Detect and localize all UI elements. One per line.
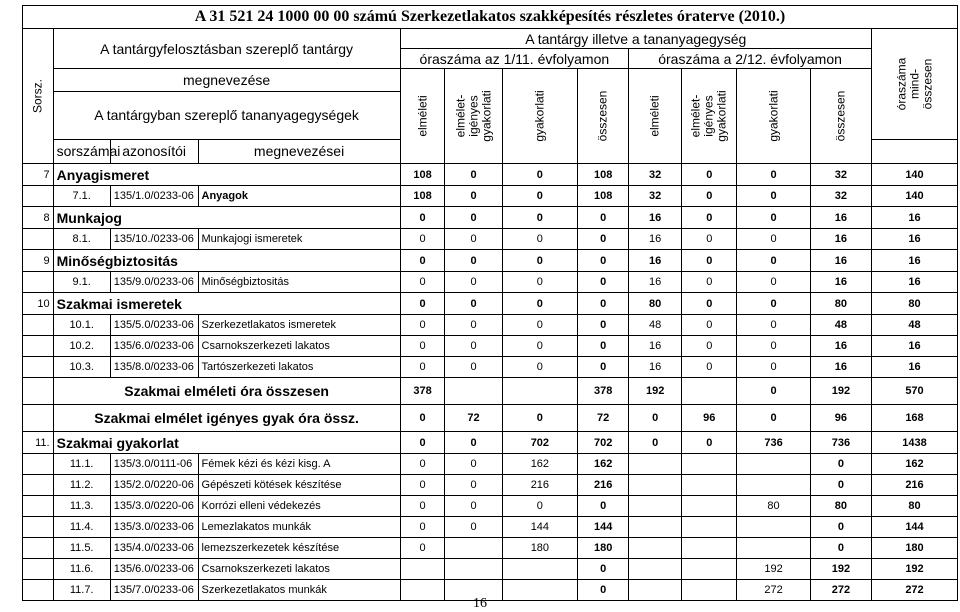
value-cell: 0 [737,250,810,272]
value-cell: 0 [445,250,502,272]
value-cell: 0 [578,207,629,229]
value-cell: 0 [502,315,578,336]
unit-name: Anyagok [198,186,400,207]
summary-row [23,405,958,432]
value-cell: 0 [578,229,629,250]
value-cell: 162 [578,454,629,475]
value-cell [502,378,578,405]
tantargy-header: A tantárgyfelosztásban szereplő tantárgy [53,29,400,69]
unit-azonosito: 135/3.0/0220-06 [110,496,198,517]
value-cell: 192 [872,559,958,580]
value-cell: 0 [578,580,629,601]
value-cell: 702 [578,432,629,454]
value-cell: 16 [872,250,958,272]
value-cell: 16 [810,357,871,378]
summary-label: Szakmai elméleti óra összesen [53,378,400,405]
unit-name: Csarnokszerkezeti lakatos [198,559,400,580]
value-cell: 378 [400,378,445,405]
value-cell: 0 [400,475,445,496]
table-row [23,496,958,517]
value-cell: 0 [578,250,629,272]
value-cell [629,559,682,580]
value-cell: 0 [737,357,810,378]
value-cell: 80 [810,496,871,517]
unit-sorsz: 11.3. [53,496,110,517]
section-row [23,164,958,186]
unit-sorsz: 8.1. [53,229,110,250]
empty-cell [23,475,54,496]
value-cell: 80 [872,293,958,315]
value-cell: 0 [445,336,502,357]
value-cell: 108 [400,164,445,186]
value-cell: 180 [502,538,578,559]
value-cell [682,475,737,496]
section-row [23,207,958,229]
value-cell: 570 [872,378,958,405]
value-cell: 378 [578,378,629,405]
empty-cell [23,405,54,432]
value-cell: 162 [872,454,958,475]
value-cell: 0 [737,336,810,357]
value-cell: 0 [629,432,682,454]
value-cell: 0 [502,272,578,293]
unit-name: Szerkezetlakatos munkák [198,580,400,601]
value-cell: 108 [578,186,629,207]
unit-azonosito: 135/7.0/0233-06 [110,580,198,601]
table-row [23,538,958,559]
value-cell: 48 [810,315,871,336]
unit-name: lemezszerkezetek készítése [198,538,400,559]
value-cell: 144 [578,517,629,538]
value-cell: 140 [872,186,958,207]
unit-azonosito: 135/3.0/0233-06 [110,517,198,538]
value-cell: 192 [810,559,871,580]
value-cell [445,378,502,405]
value-cell: 0 [400,272,445,293]
col-elmelet-igenyes-2: elmélet-igényes gyakorlati [682,69,737,164]
value-cell: 180 [578,538,629,559]
megnevezese-label: megnevezése [53,69,400,92]
tananyag-header: A tantárgyban szereplő tananyagegységek [53,92,400,140]
value-cell: 0 [737,186,810,207]
value-cell: 80 [629,293,682,315]
unit-azonosito: 135/2.0/0220-06 [110,475,198,496]
value-cell: 736 [737,432,810,454]
value-cell: 216 [502,475,578,496]
value-cell: 0 [682,272,737,293]
value-cell: 168 [872,405,958,432]
empty-cell [23,229,54,250]
value-cell: 48 [629,315,682,336]
value-cell: 0 [445,454,502,475]
value-cell: 32 [629,164,682,186]
value-cell: 0 [737,315,810,336]
value-cell: 736 [810,432,871,454]
col-elmeleti-2: elméleti [629,69,682,164]
value-cell [629,454,682,475]
value-cell [682,378,737,405]
unit-azonosito: 135/6.0/0233-06 [110,559,198,580]
value-cell: 0 [445,207,502,229]
value-cell: 192 [737,559,810,580]
value-cell: 0 [682,229,737,250]
value-cell: 16 [810,229,871,250]
value-cell: 180 [872,538,958,559]
value-cell: 0 [400,496,445,517]
unit-name: Korrózi elleni védekezés [198,496,400,517]
sorsz-header: Sorsz. [23,29,54,164]
value-cell [737,475,810,496]
value-cell: 0 [400,432,445,454]
value-cell: 0 [445,517,502,538]
empty-cell [23,336,54,357]
unit-name: Minőségbiztositás [198,272,400,293]
unit-azonosito: 135/4.0/0233-06 [110,538,198,559]
value-cell [682,559,737,580]
value-cell: 32 [810,164,871,186]
unit-sorsz: 11.5. [53,538,110,559]
value-cell: 0 [682,357,737,378]
section-row [23,293,958,315]
section-row [23,432,958,454]
section-name: Minőségbiztositás [53,250,400,272]
value-cell: 72 [578,405,629,432]
value-cell: 0 [445,432,502,454]
value-cell: 0 [400,357,445,378]
unit-sorsz: 10.3. [53,357,110,378]
value-cell: 0 [682,207,737,229]
value-cell: 0 [737,272,810,293]
section-number: 7 [23,164,54,186]
value-cell: 144 [872,517,958,538]
value-cell [502,559,578,580]
col-gyakorlati-1: gyakorlati [502,69,578,164]
megnevezesei-label: megnevezései [198,139,400,163]
value-cell: 0 [445,272,502,293]
unit-sorsz: 9.1. [53,272,110,293]
value-cell: 0 [737,405,810,432]
value-cell: 0 [578,496,629,517]
table-row [23,336,958,357]
value-cell: 192 [810,378,871,405]
value-cell: 16 [810,250,871,272]
document-title: A 31 521 24 1000 00 00 számú Szerkezetlakatos szakképesítés részletes óraterve (2010.) [23,6,958,29]
value-cell: 16 [810,336,871,357]
table-row [23,357,958,378]
unit-name: Munkajogi ismeretek [198,229,400,250]
year1-header: óraszáma az 1/11. évfolyamon [400,49,629,69]
value-cell: 0 [578,293,629,315]
unit-name: Szerkezetlakatos ismeretek [198,315,400,336]
value-cell: 16 [872,357,958,378]
value-cell: 0 [629,405,682,432]
unit-name: Gépészeti kötések készítése [198,475,400,496]
empty-cell [23,186,54,207]
empty-cell [23,357,54,378]
value-cell: 108 [578,164,629,186]
value-cell: 0 [502,186,578,207]
value-cell: 0 [400,405,445,432]
unit-azonosito: 135/1.0/0233-06 [110,186,198,207]
value-cell: 16 [629,250,682,272]
value-cell: 0 [810,517,871,538]
value-cell: 0 [502,293,578,315]
col-osszesen-2: összesen [810,69,871,164]
value-cell [629,517,682,538]
value-cell: 48 [872,315,958,336]
unit-sorsz: 10.2. [53,336,110,357]
value-cell: 0 [400,517,445,538]
value-cell: 0 [737,207,810,229]
unit-sorsz: 11.1. [53,454,110,475]
value-cell: 0 [682,164,737,186]
value-cell: 0 [737,378,810,405]
value-cell: 0 [445,496,502,517]
table-row [23,315,958,336]
value-cell: 216 [872,475,958,496]
value-cell: 0 [737,293,810,315]
section-name: Anyagismeret [53,164,400,186]
value-cell: 1438 [872,432,958,454]
document [22,5,958,601]
section-name: Munkajog [53,207,400,229]
col-total-header: óraszáma mind-összesen [872,29,958,140]
value-cell: 0 [682,293,737,315]
value-cell: 0 [578,357,629,378]
value-cell: 16 [629,272,682,293]
section-name: Szakmai gyakorlat [53,432,400,454]
unit-sorsz: 11.7. [53,580,110,601]
col-elmeleti-1: elméleti [400,69,445,164]
value-cell: 16 [872,336,958,357]
unit-sorsz: 7.1. [53,186,110,207]
value-cell: 0 [445,293,502,315]
value-cell [682,496,737,517]
value-cell: 72 [445,405,502,432]
value-cell: 272 [810,580,871,601]
value-cell: 0 [400,250,445,272]
value-cell: 0 [502,357,578,378]
value-cell: 0 [737,229,810,250]
unit-azonosito: 135/5.0/0233-06 [110,315,198,336]
value-cell: 96 [810,405,871,432]
value-cell: 80 [810,293,871,315]
value-cell: 0 [578,272,629,293]
unit-sorsz: 11.6. [53,559,110,580]
table-row [23,475,958,496]
unit-sorsz: 11.2. [53,475,110,496]
section-number: 8 [23,207,54,229]
value-cell: 0 [445,164,502,186]
value-cell: 16 [872,272,958,293]
table-row [23,272,958,293]
value-cell: 0 [400,207,445,229]
table-row [23,517,958,538]
value-cell: 0 [400,293,445,315]
value-cell: 140 [872,164,958,186]
value-cell: 0 [810,454,871,475]
empty-cell [23,517,54,538]
value-cell [737,517,810,538]
value-cell: 16 [810,207,871,229]
section-row [23,250,958,272]
value-cell [682,454,737,475]
value-cell: 80 [737,496,810,517]
value-cell: 0 [578,336,629,357]
curriculum-table [22,5,958,601]
value-cell [400,559,445,580]
empty-cell [23,272,54,293]
value-cell: 0 [502,336,578,357]
value-cell: 0 [502,405,578,432]
col-osszesen-1: összesen [578,69,629,164]
value-cell: 0 [502,496,578,517]
value-cell [629,475,682,496]
value-cell: 0 [810,475,871,496]
table-row [23,559,958,580]
value-cell: 216 [578,475,629,496]
table-row [23,186,958,207]
value-cell [445,559,502,580]
value-cell [682,538,737,559]
group-header: A tantárgy illetve a tananyagegység [400,29,871,49]
summary-label: Szakmai elmélet igényes gyak óra össz. [53,405,400,432]
unit-azonosito: 135/6.0/0233-06 [110,336,198,357]
value-cell: 0 [400,538,445,559]
section-number: 11. [23,432,54,454]
value-cell: 702 [502,432,578,454]
value-cell: 16 [872,229,958,250]
value-cell [445,538,502,559]
value-cell [682,517,737,538]
value-cell: 0 [682,336,737,357]
azonositoi-label: azonosítói [110,139,198,163]
value-cell: 0 [682,186,737,207]
unit-azonosito: 135/8.0/0233-06 [110,357,198,378]
value-cell: 0 [502,229,578,250]
unit-sorsz: 11.4. [53,517,110,538]
value-cell: 0 [400,315,445,336]
unit-azonosito: 135/9.0/0233-06 [110,272,198,293]
unit-sorsz: 10.1. [53,315,110,336]
empty-cell [23,315,54,336]
value-cell: 0 [502,207,578,229]
value-cell: 16 [629,336,682,357]
value-cell [737,454,810,475]
value-cell [629,496,682,517]
value-cell: 272 [872,580,958,601]
section-number: 9 [23,250,54,272]
empty-cell [23,538,54,559]
value-cell: 0 [578,559,629,580]
unit-name: Fémek kézi és kézi kisg. A [198,454,400,475]
value-cell: 272 [737,580,810,601]
value-cell: 0 [682,250,737,272]
value-cell [629,538,682,559]
value-cell: 16 [629,229,682,250]
value-cell: 0 [682,432,737,454]
value-cell: 96 [682,405,737,432]
empty-cell [23,559,54,580]
value-cell: 0 [445,357,502,378]
col-gyakorlati-2: gyakorlati [737,69,810,164]
value-cell: 16 [872,207,958,229]
section-number: 10 [23,293,54,315]
value-cell: 16 [629,357,682,378]
value-cell: 0 [502,164,578,186]
value-cell: 0 [445,186,502,207]
unit-name: Tartószerkezeti lakatos [198,357,400,378]
value-cell: 144 [502,517,578,538]
value-cell: 0 [400,229,445,250]
value-cell: 32 [810,186,871,207]
table-row [23,454,958,475]
value-cell: 32 [629,186,682,207]
value-cell: 0 [578,315,629,336]
col-elmelet-igenyes-1: elmélet-igényes gyakorlati [445,69,502,164]
empty-cell [23,378,54,405]
empty-cell [23,454,54,475]
unit-name: Csarnokszerkezeti lakatos [198,336,400,357]
value-cell: 0 [400,336,445,357]
value-cell [737,538,810,559]
value-cell: 192 [629,378,682,405]
unit-azonosito: 135/3.0/0111-06 [110,454,198,475]
summary-row [23,378,958,405]
value-cell: 0 [445,229,502,250]
section-name: Szakmai ismeretek [53,293,400,315]
value-cell: 16 [629,207,682,229]
value-cell: 0 [502,250,578,272]
year2-header: óraszáma a 2/12. évfolyamon [629,49,872,69]
value-cell: 0 [400,454,445,475]
unit-azonosito: 135/10./0233-06 [110,229,198,250]
unit-name: Lemezlakatos munkák [198,517,400,538]
table-row [23,229,958,250]
value-cell: 0 [445,315,502,336]
value-cell: 0 [737,164,810,186]
value-cell: 108 [400,186,445,207]
empty-cell [23,496,54,517]
value-cell: 0 [810,538,871,559]
value-cell: 0 [445,475,502,496]
value-cell: 80 [872,496,958,517]
value-cell: 162 [502,454,578,475]
page-number: 16 [473,596,487,611]
sorszamai-label: sorszámai [53,139,110,163]
value-cell: 0 [682,315,737,336]
value-cell: 16 [810,272,871,293]
